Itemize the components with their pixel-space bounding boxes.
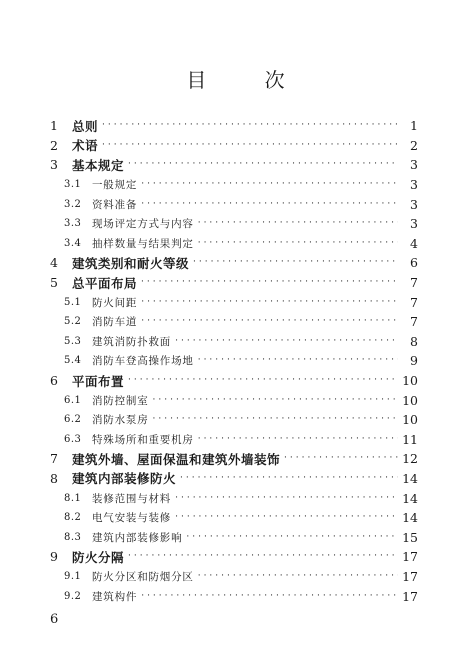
- dot-leader: [141, 200, 398, 209]
- toc-entry-number: 5.3: [64, 335, 82, 347]
- dot-leader: [128, 552, 398, 561]
- toc-entry-page: 10: [402, 373, 418, 389]
- dot-leader: [141, 298, 398, 307]
- toc-entry-page: 17: [402, 588, 418, 604]
- toc-entry-page: 1: [410, 118, 418, 134]
- toc-entry-title: 抽样数量与结果判定: [92, 237, 194, 250]
- toc-entry-page: 3: [410, 216, 418, 232]
- toc-entry-page: 14: [402, 510, 418, 526]
- toc-entry-number: 3.1: [64, 179, 82, 191]
- dot-leader: [128, 376, 398, 385]
- toc-section-entry[interactable]: [50, 292, 418, 312]
- toc-section-entry[interactable]: [50, 390, 418, 410]
- toc-entry-number: 2: [50, 137, 58, 153]
- toc-entry-number: 9.2: [64, 590, 82, 602]
- toc-chapter-entry[interactable]: [50, 449, 418, 469]
- toc-section-entry[interactable]: [50, 234, 418, 254]
- toc-entry-page: 15: [402, 529, 418, 545]
- toc-entry-page: 10: [402, 412, 418, 428]
- toc-entry-number: 3: [50, 157, 58, 173]
- toc-section-entry[interactable]: [50, 214, 418, 234]
- toc-entry-page: 7: [410, 294, 418, 310]
- dot-leader: [175, 337, 398, 346]
- toc-entry-title: 建筑消防扑救面: [92, 335, 172, 348]
- toc-entry-title: 现场评定方式与内容: [92, 218, 194, 231]
- toc-section-entry[interactable]: [50, 351, 418, 371]
- toc-entry-page: 7: [410, 275, 418, 291]
- toc-entry-title: 总平面布局: [72, 275, 138, 291]
- dot-leader: [141, 317, 398, 326]
- toc-entry-page: 14: [402, 490, 418, 506]
- toc-entry-number: 1: [50, 118, 58, 134]
- toc-entry-number: 8.1: [64, 492, 82, 504]
- dot-leader: [128, 160, 398, 169]
- toc-entry-title: 消防车登高操作场地: [92, 355, 194, 368]
- toc-entry-number: 7: [50, 451, 58, 467]
- toc-entry-page: 6: [410, 255, 418, 271]
- toc-section-entry[interactable]: [50, 508, 418, 528]
- dot-leader: [198, 572, 398, 581]
- toc-entry-title: 术语: [72, 138, 99, 154]
- toc-entry-page: 9: [410, 353, 418, 369]
- toc-entry-page: 2: [410, 137, 418, 153]
- toc-section-entry[interactable]: [50, 488, 418, 508]
- toc-entry-page: 10: [402, 392, 418, 408]
- toc-entry-number: 8.2: [64, 512, 82, 524]
- dot-leader: [186, 533, 398, 542]
- toc-entry-page: 3: [410, 177, 418, 193]
- dot-leader: [141, 278, 398, 287]
- toc-chapter-entry[interactable]: [50, 253, 418, 273]
- toc-entry-title: 消防控制室: [92, 394, 149, 407]
- toc-section-entry[interactable]: [50, 410, 418, 430]
- toc-entry-page: 8: [410, 333, 418, 349]
- toc-entry-title: 防火分隔: [72, 549, 125, 565]
- toc-entry-page: 3: [410, 196, 418, 212]
- dot-leader: [175, 513, 398, 522]
- toc-chapter-entry[interactable]: [50, 155, 418, 175]
- toc-entry-title: 平面布置: [72, 373, 125, 389]
- toc-chapter-entry[interactable]: [50, 136, 418, 156]
- dot-leader: [198, 219, 398, 228]
- toc-section-entry[interactable]: [50, 175, 418, 195]
- dot-leader: [198, 239, 398, 248]
- toc-section-entry[interactable]: [50, 194, 418, 214]
- toc-entry-number: 6.3: [64, 433, 82, 445]
- toc-entry-title: 一般规定: [92, 179, 138, 192]
- dot-leader: [102, 141, 398, 150]
- toc-entry-title: 建筑外墙、屋面保温和建筑外墙装饰: [72, 451, 281, 467]
- toc-section-entry[interactable]: [50, 332, 418, 352]
- table-of-contents: [50, 116, 418, 606]
- toc-entry-page: 17: [402, 549, 418, 565]
- dot-leader: [284, 454, 398, 463]
- toc-entry-title: 建筑内部装修影响: [92, 531, 183, 544]
- dot-leader: [102, 121, 398, 130]
- toc-entry-page: 7: [410, 314, 418, 330]
- toc-entry-title: 消防车道: [92, 316, 138, 329]
- toc-entry-title: 资料准备: [92, 198, 138, 211]
- toc-section-entry[interactable]: [50, 586, 418, 606]
- dot-leader: [198, 356, 398, 365]
- toc-entry-title: 装修范围与材料: [92, 492, 172, 505]
- dot-leader: [175, 494, 398, 503]
- toc-chapter-entry[interactable]: [50, 116, 418, 136]
- dot-leader: [180, 474, 398, 483]
- toc-entry-number: 5.4: [64, 355, 82, 367]
- toc-entry-number: 6.1: [64, 394, 82, 406]
- toc-entry-page: 4: [410, 235, 418, 251]
- dot-leader: [193, 258, 398, 267]
- toc-entry-number: 5.1: [64, 296, 82, 308]
- toc-entry-number: 6: [50, 373, 58, 389]
- toc-entry-page: 11: [402, 431, 418, 447]
- toc-entry-title: 建筑内部装修防火: [72, 471, 177, 487]
- toc-entry-number: 5.2: [64, 316, 82, 328]
- toc-entry-title: 电气安装与装修: [92, 512, 172, 525]
- dot-leader: [153, 396, 399, 405]
- toc-section-entry[interactable]: [50, 567, 418, 587]
- page-number: 6: [50, 612, 59, 627]
- toc-entry-title: 防火分区和防烟分区: [92, 570, 194, 583]
- toc-entry-title: 建筑类别和耐火等级: [72, 255, 190, 271]
- toc-entry-title: 总则: [72, 118, 99, 134]
- toc-entry-number: 5: [50, 275, 58, 291]
- dot-leader: [198, 435, 398, 444]
- toc-entry-number: 8: [50, 470, 58, 486]
- toc-entry-page: 17: [402, 568, 418, 584]
- toc-entry-title: 建筑构件: [92, 590, 138, 603]
- toc-entry-title: 消防水泵房: [92, 414, 149, 427]
- toc-entry-number: 9.1: [64, 570, 82, 582]
- toc-entry-number: 9: [50, 549, 58, 565]
- toc-entry-page: 14: [402, 470, 418, 486]
- toc-chapter-entry[interactable]: [50, 547, 418, 567]
- toc-section-entry[interactable]: [50, 430, 418, 450]
- toc-entry-number: 3.4: [64, 237, 82, 249]
- dot-leader: [153, 415, 399, 424]
- toc-section-entry[interactable]: [50, 312, 418, 332]
- toc-section-entry[interactable]: [50, 527, 418, 547]
- toc-entry-title: 基本规定: [72, 157, 125, 173]
- toc-entry-page: 12: [402, 451, 418, 467]
- toc-chapter-entry[interactable]: [50, 371, 418, 391]
- toc-entry-title: 防火间距: [92, 296, 138, 309]
- dot-leader: [141, 180, 398, 189]
- toc-entry-number: 4: [50, 255, 58, 271]
- toc-chapter-entry[interactable]: [50, 273, 418, 293]
- toc-entry-number: 8.3: [64, 531, 82, 543]
- dot-leader: [141, 592, 398, 601]
- toc-entry-number: 3.3: [64, 218, 82, 230]
- toc-chapter-entry[interactable]: [50, 469, 418, 489]
- toc-entry-number: 6.2: [64, 414, 82, 426]
- toc-entry-title: 特殊场所和重要机房: [92, 433, 194, 446]
- toc-entry-page: 3: [410, 157, 418, 173]
- toc-entry-number: 3.2: [64, 198, 82, 210]
- page-title: 目 次: [186, 68, 311, 92]
